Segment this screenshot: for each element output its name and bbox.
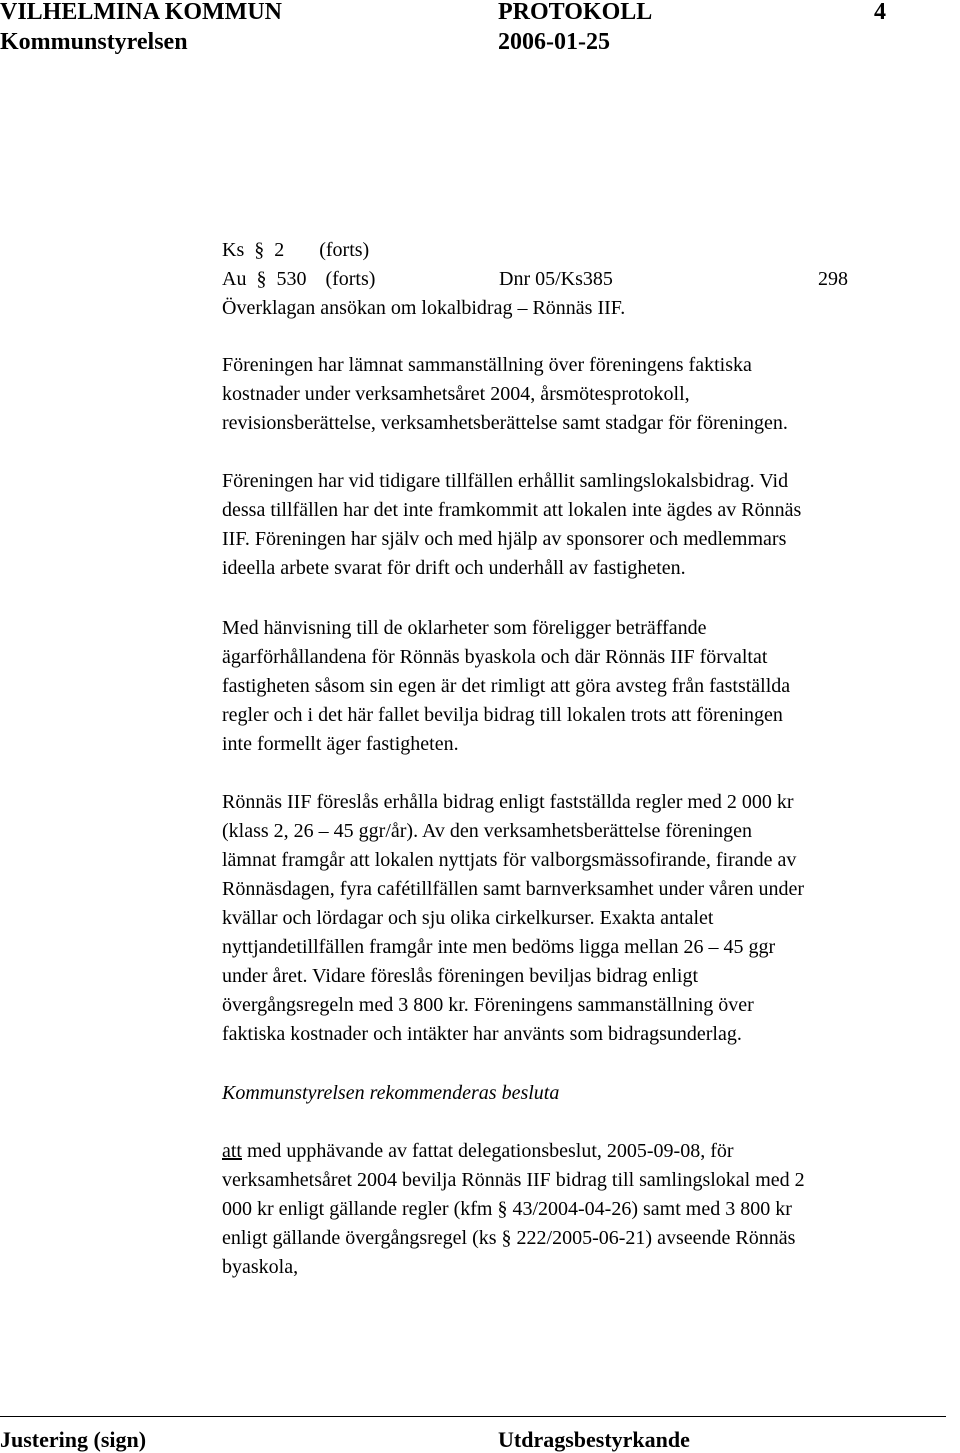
section-sign-icon: § [501, 1227, 512, 1249]
recommendation-heading: Kommunstyrelsen rekommenderas besluta [222, 1082, 560, 1104]
page-number: 4 [874, 0, 886, 25]
section-sign-icon: § [254, 239, 265, 261]
paragraph-cost-summary: Föreningen har lämnat sammanställning över föreningens faktiska kostnader under verksamhetsåret 2004, årsmötesprotokoll, revisionsberättelse, verksamhetsberättelse samt stadgar för föreningen. [222, 354, 788, 434]
decision-text: att med upphävande av fattat delegationsbeslut, 2005-09-08, för verksamhetsåret 2004 bevilja Rönnäs IIF bidrag till samlingslokal med 2 000 kr enligt gällande regler (kfm § 43/2004-04-26) samt med 3 800 kr enligt gällande övergångsregel (ks § 222/2005-06-21) avseende Rönnäs byaskola, [222, 1140, 805, 1278]
section-sign-icon: § [256, 268, 267, 290]
case-title: Överklagan ansökan om lokalbidrag – Rönnäs IIF. [222, 297, 626, 319]
meeting-date: 2006-01-25 [498, 29, 610, 55]
footer-utdragsbestyrkande: Utdragsbestyrkande [498, 1427, 690, 1452]
meeting-body: Kommunstyrelsen [0, 29, 188, 55]
ks-reference: Ks § 2 (forts) [222, 236, 369, 264]
footer-justering: Justering (sign) [0, 1427, 147, 1452]
att-keyword: att [222, 1140, 242, 1162]
section-sign-icon: § [497, 1198, 508, 1220]
paragraph-proposal: Rönnäs IIF föreslås erhålla bidrag enligt fastställda regler med 2 000 kr (klass 2, 26 – 45 ggr/år). Av den verksamhetsberättelse föreningen lämnat framgår att lokalen nyttjats för valborgsmässofirande, firande av Rönnäsdagen, fyra cafétillfällen samt barnverksamhet under våren under kvällar och lördagar och sju olika cirkelkurser. Exakta antalet nyttjandetillfällen framgår inte men bedöms ligga mellan 26 – 45 ggr under året. Vidare föreslås föreningen beviljas bidrag enligt övergångsregeln med 3 800 kr. Föreningens sammanställning över faktiska kostnader och intäkter har använts som bidragsunderlag. [222, 791, 804, 1045]
section-number: 298 [818, 268, 848, 290]
paragraph-previous-grants: Föreningen har vid tidigare tillfällen erhållit samlingslokalsbidrag. Vid dessa tillfällen har det inte framkommit att lokalen inte ägdes av Rönnäs IIF. Föreningen har själv och med hjälp av sponsorer och medlemmars ideella arbete svarat för drift och underhåll av fastigheten. [222, 470, 802, 579]
footer-divider [0, 1416, 946, 1417]
paragraph-ownership: Med hänvisning till de oklarheter som föreligger beträffande ägarförhållandena för Rönnäs byaskola och där Rönnäs IIF förvaltat fastigheten såsom sin egen är det rimligt att göra avsteg från fastställda regler och i det här fallet bevilja bidrag till lokalen trots att föreningen inte formellt äger fastigheten. [222, 617, 791, 755]
document-type: PROTOKOLL [498, 0, 653, 25]
municipality-name: VILHELMINA KOMMUN [0, 0, 282, 25]
au-reference: Au § 530 (forts) [222, 265, 375, 293]
dnr-number: Dnr 05/Ks385 [499, 268, 613, 290]
